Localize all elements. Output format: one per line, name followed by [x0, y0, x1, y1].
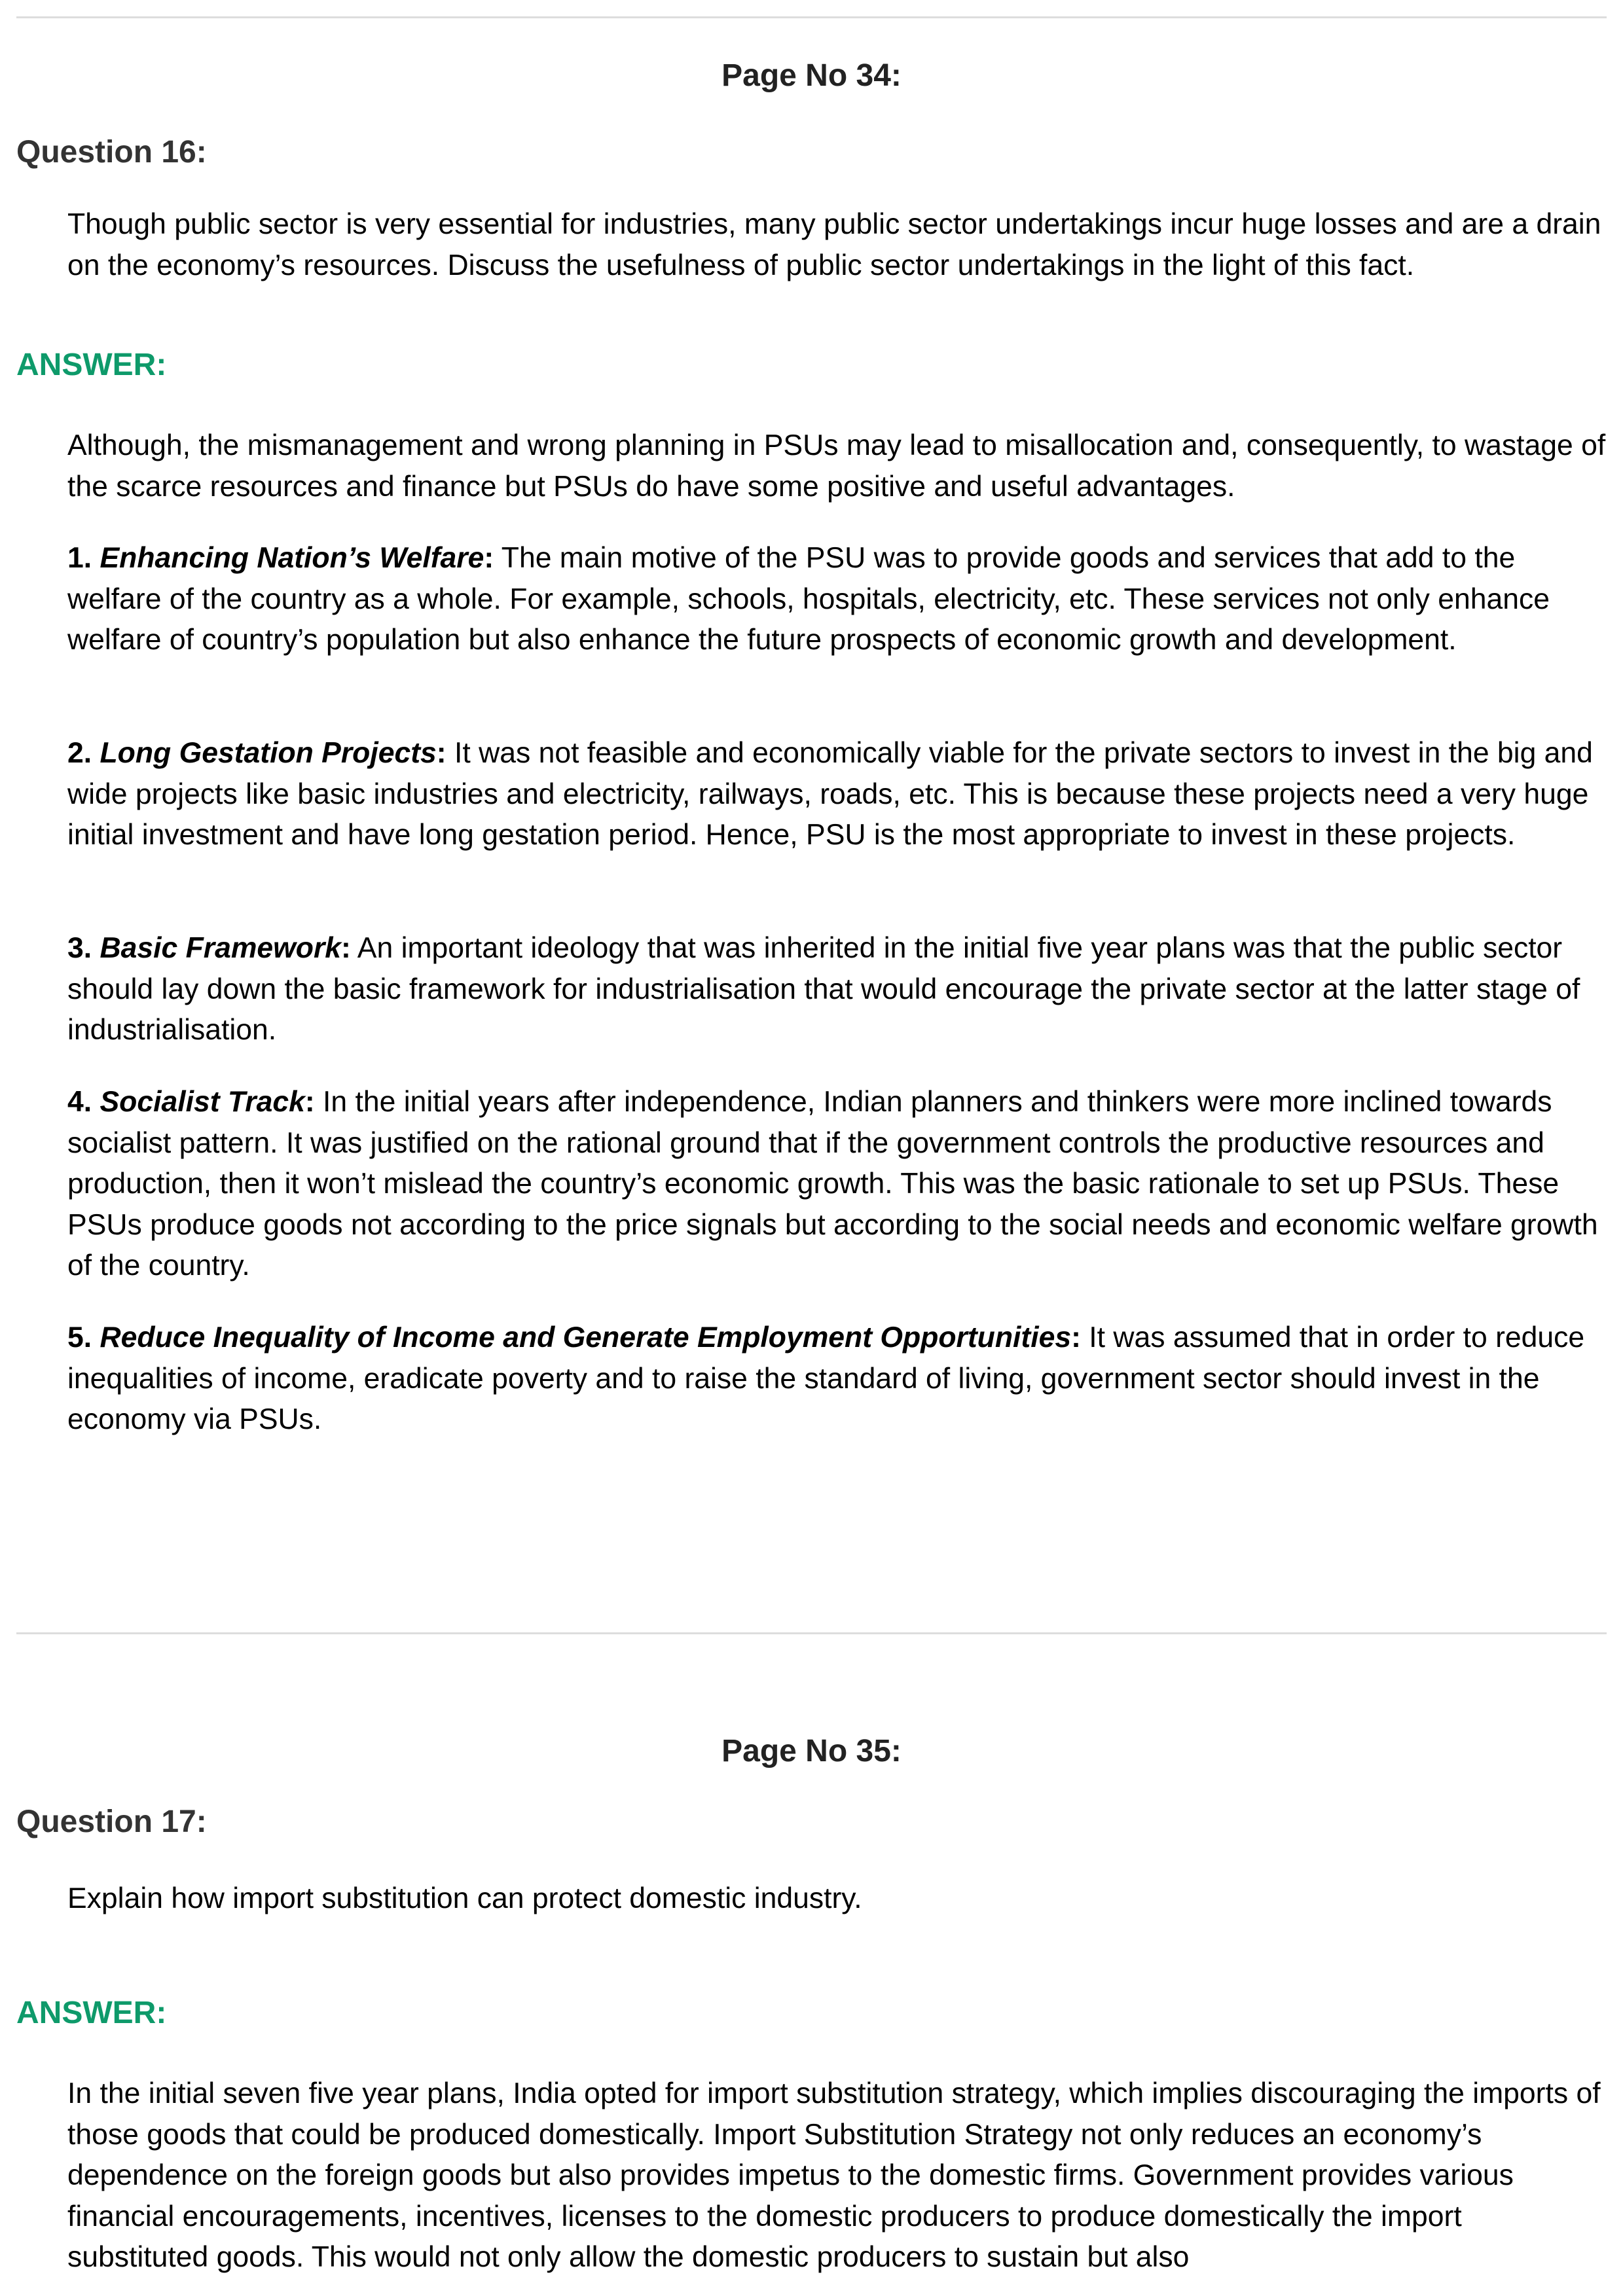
point-colon: : [436, 737, 447, 769]
point-text: The main motive of the PSU was to provide goods and services that add to the welfare of the country as a whole. For example, schools, hospitals, electricity, etc. These services not only enhance welfare of country’s population but also enhance the future prospects of economic growth and development. [67, 542, 1550, 656]
point-title: Enhancing Nation’s Welfare [100, 542, 484, 574]
answer-point-4 [67, 1082, 1606, 1287]
answer-point-5 [67, 1318, 1606, 1441]
answer-point-2 [67, 733, 1606, 856]
point-title: Basic Framework [100, 932, 342, 964]
question-title: Question 17: [16, 1804, 207, 1839]
answer-intro: In the initial seven five year plans, India opted for import substitution strategy, which implies discouraging the imports of those goods that could be produced domestically. Import Substitution Strategy not only reduces an economy’s dependence on the foreign goods but also provides impetus to the domestic firms. Government provides various financial encouragements, incentives, licenses to the domestic producers to produce domestically the import substituted goods. This would not only allow the domestic producers to sustain but also [67, 2077, 1601, 2273]
page-number-heading: Page No 35: [721, 1734, 902, 1768]
answer-label: ANSWER: [16, 348, 167, 382]
point-number: 1. [67, 542, 92, 574]
point-colon: : [484, 542, 494, 574]
point-title: Socialist Track [100, 1086, 305, 1118]
question-title: Question 16: [16, 135, 207, 170]
point-text: It was not feasible and economically viable for the private sectors to invest in the big and wide projects like basic industries and electricity, railways, roads, etc. This is because these projects need a very huge initial investment and have long gestation period. Hence, PSU is the most appropriate to invest in these projects. [67, 737, 1593, 851]
point-text: In the initial years after independence, Indian planners and thinkers were more inclined towards socialist pattern. It was justified on the rational ground that if the government controls the productive resources and production, then it won’t mislead the country’s economic growth. This was the basic rationale to set up PSUs. These PSUs produce goods not according to the price signals but according to the social needs and economic welfare growth of the country. [67, 1086, 1598, 1282]
question-text: Though public sector is very essential for industries, many public sector undertakings incur huge losses and are a drain on the economy’s resources. Discuss the usefulness of public sector undertakings in the light of this fact. [67, 208, 1601, 281]
answer-label: ANSWER: [16, 1996, 167, 2030]
point-text: It was assumed that in order to reduce inequalities of income, eradicate poverty and to raise the standard of living, government sector should invest in the economy via PSUs. [67, 1321, 1585, 1435]
point-number: 2. [67, 737, 92, 769]
point-number: 4. [67, 1086, 92, 1118]
answer-point-3 [67, 928, 1606, 1051]
section-divider-top [16, 16, 1607, 18]
section-divider [16, 1632, 1607, 1634]
point-number: 5. [67, 1321, 92, 1354]
point-colon: : [1071, 1321, 1081, 1354]
point-colon: : [304, 1086, 315, 1118]
answer-point-1 [67, 538, 1606, 661]
point-title: Reduce Inequality of Income and Generate Employment Opportunities [100, 1321, 1072, 1354]
point-number: 3. [67, 932, 92, 964]
point-colon: : [341, 932, 351, 964]
question-text: Explain how import substitution can protect domestic industry. [67, 1882, 862, 1914]
point-title: Long Gestation Projects [100, 737, 437, 769]
point-text: An important ideology that was inherited in the initial five year plans was that the public sector should lay down the basic framework for industrialisation that would encourage the private sector at the latter stage of industrialisation. [67, 932, 1580, 1046]
answer-intro: Although, the mismanagement and wrong planning in PSUs may lead to misallocation and, consequently, to wastage of the scarce resources and finance but PSUs do have some positive and useful advantages. [67, 429, 1606, 503]
page-number-heading: Page No 34: [721, 58, 902, 93]
